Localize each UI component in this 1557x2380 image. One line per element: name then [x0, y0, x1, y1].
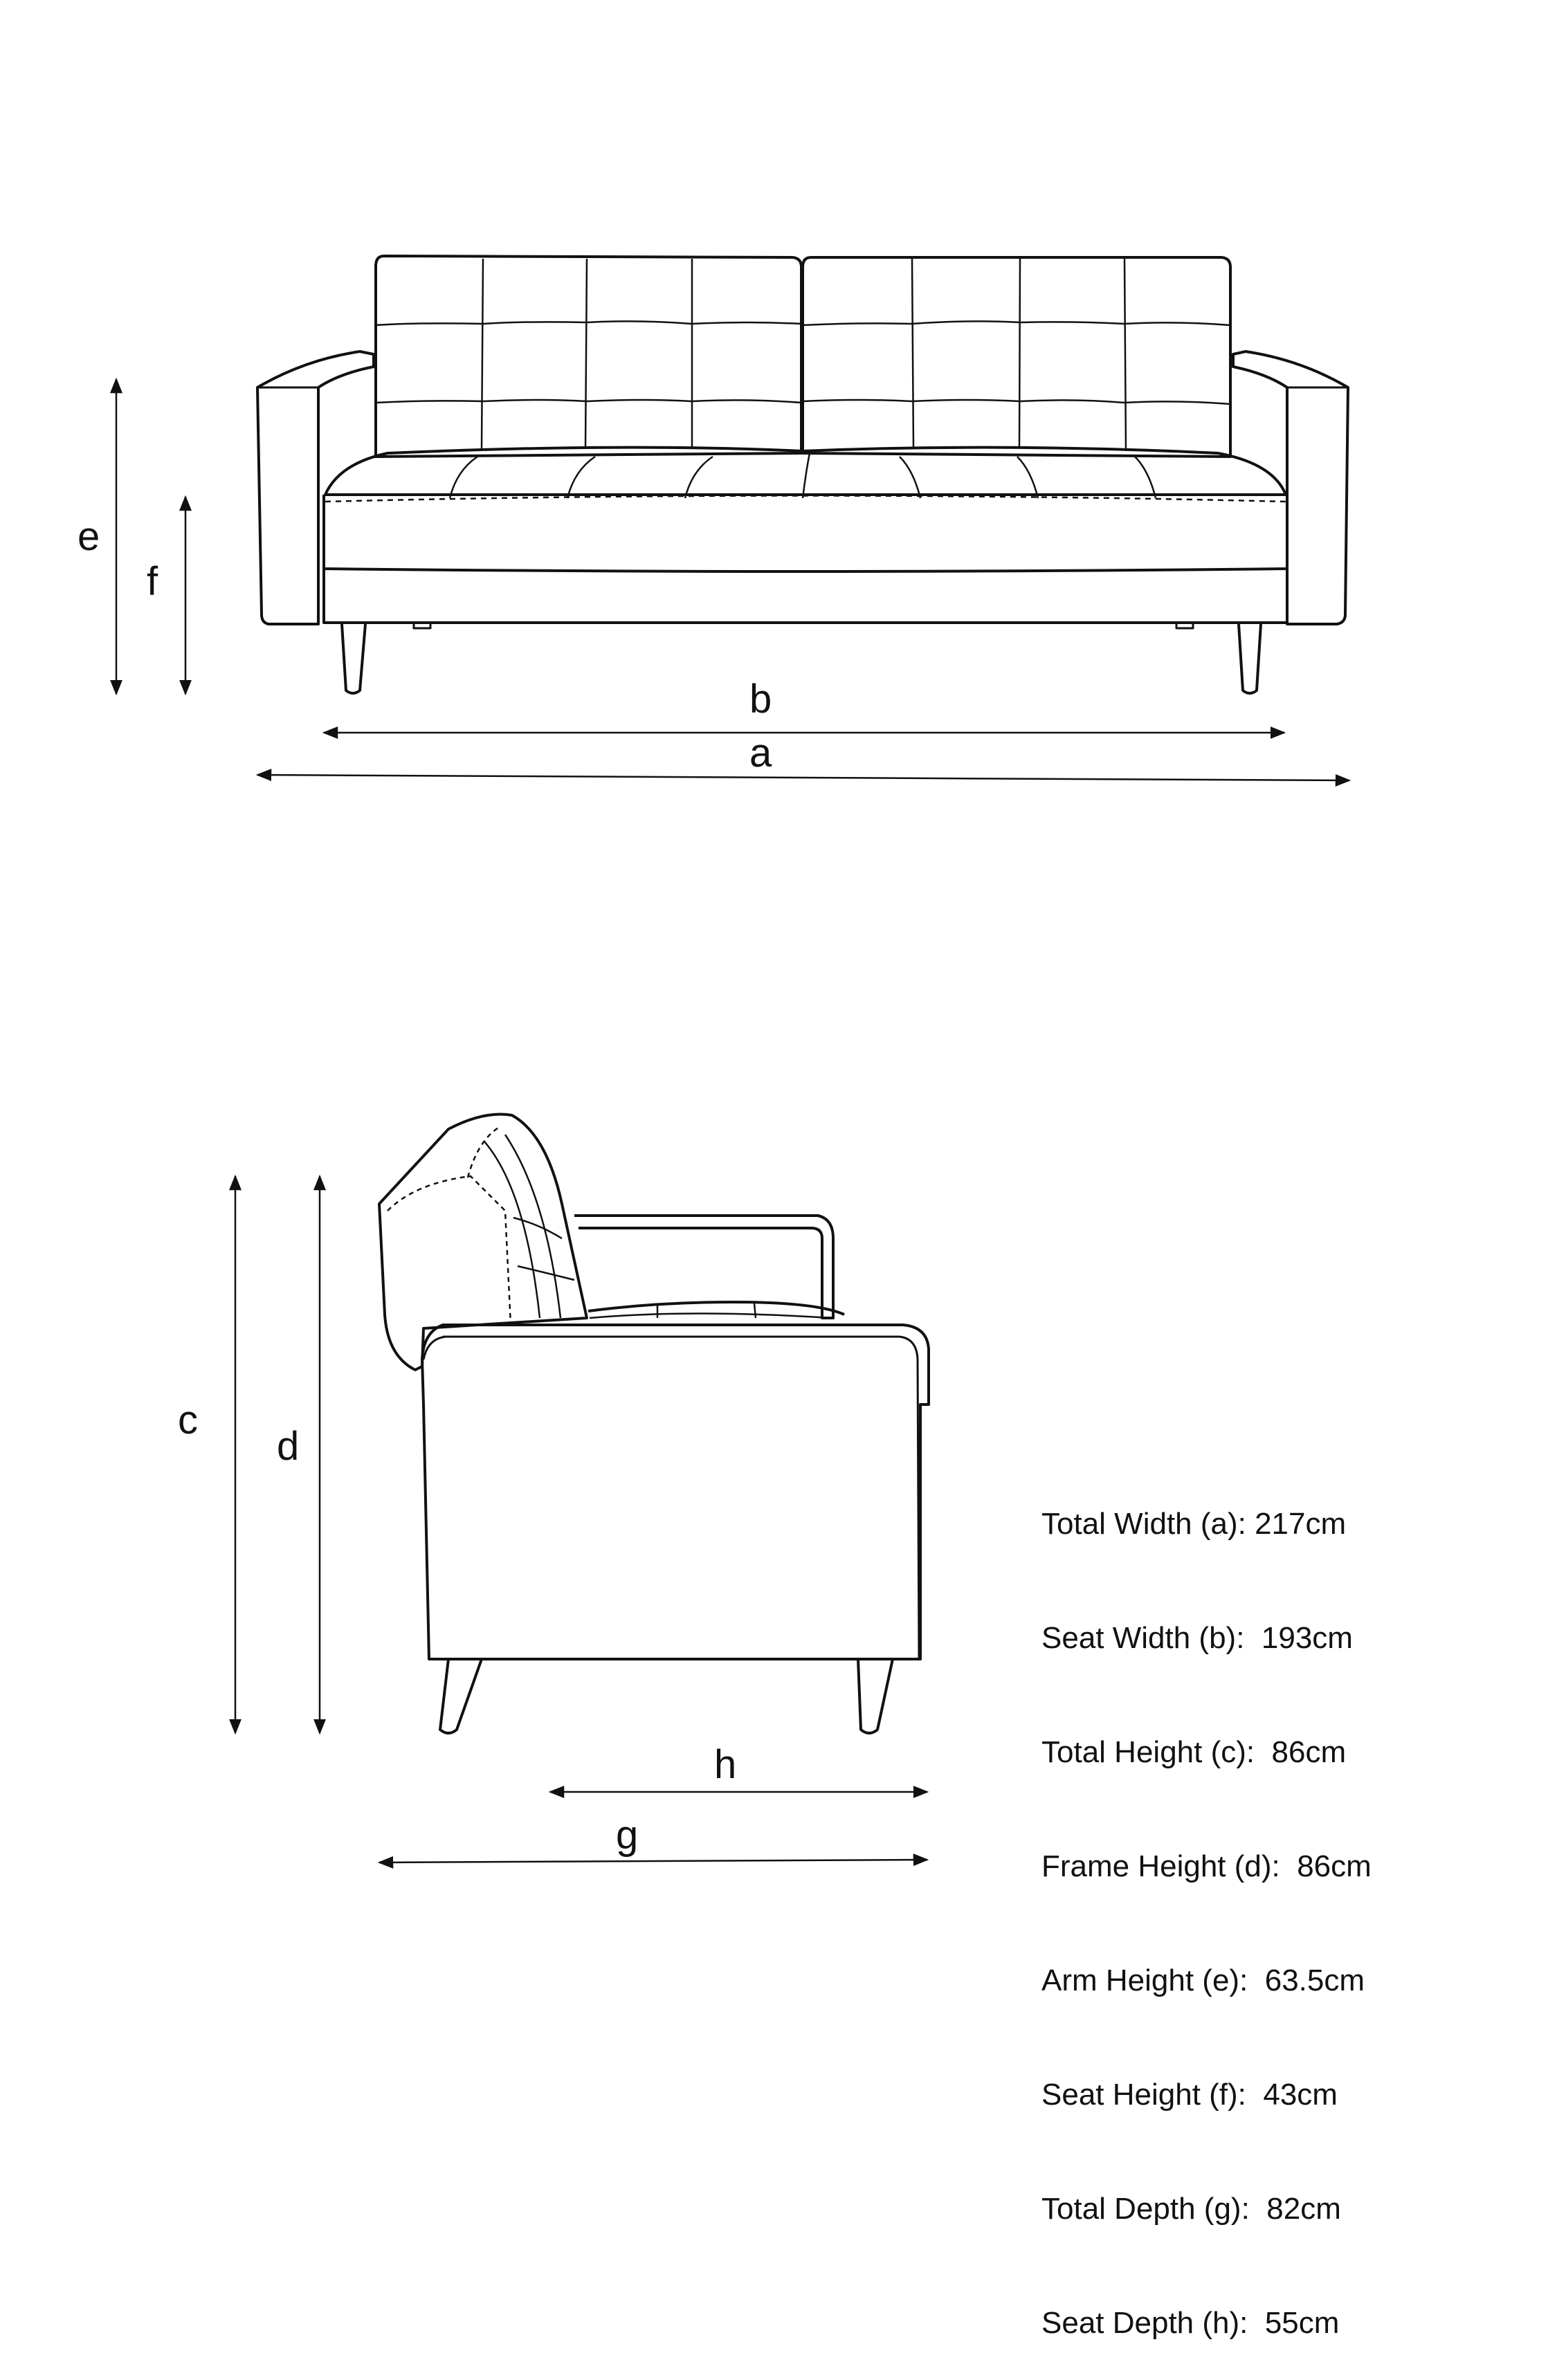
leg-right — [1239, 624, 1261, 693]
dimension-spec-list — [1041, 1429, 1372, 2380]
backrest-left — [376, 256, 801, 457]
spec-seat-width: Seat Width (b): 193cm — [1041, 1621, 1353, 1655]
front-dimension-lines — [116, 379, 1349, 780]
label-e: e — [78, 514, 100, 559]
spec-seat-height: Seat Height (f): 43cm — [1041, 2078, 1338, 2112]
leg-left — [342, 624, 365, 693]
spec-arm-height: Arm Height (e): 63.5cm — [1041, 1964, 1365, 1997]
label-d: d — [277, 1424, 300, 1469]
sofa-side-view — [379, 1115, 929, 1733]
arm-left — [257, 351, 374, 624]
label-c: c — [178, 1398, 198, 1443]
side-leg-back — [858, 1659, 893, 1733]
dimension-a-line — [257, 775, 1349, 780]
spec-total-height: Total Height (c): 86cm — [1041, 1735, 1347, 1769]
spec-seat-depth: Seat Depth (h): 55cm — [1041, 2306, 1340, 2340]
sofa-front-view — [257, 256, 1348, 693]
spec-total-width: Total Width (a): 217cm — [1041, 1507, 1347, 1541]
front-dimension-labels — [78, 514, 772, 776]
spec-frame-height: Frame Height (d): 86cm — [1041, 1849, 1372, 1883]
label-b: b — [749, 677, 772, 722]
label-h: h — [714, 1742, 737, 1787]
arm-right — [1233, 351, 1348, 624]
base-frame — [324, 569, 1287, 623]
backrest-right — [803, 257, 1230, 457]
side-leg-front — [440, 1659, 482, 1733]
spec-total-depth: Total Depth (g): 82cm — [1041, 2192, 1341, 2226]
side-seat-cushion — [588, 1302, 844, 1315]
dimension-g-line — [379, 1860, 927, 1862]
side-body — [422, 1325, 929, 1659]
side-dimension-labels — [178, 1398, 736, 1858]
side-backrest — [379, 1115, 587, 1370]
label-a: a — [749, 731, 772, 776]
seat-front — [324, 495, 1287, 571]
label-g: g — [616, 1813, 639, 1858]
label-f: f — [147, 559, 158, 604]
